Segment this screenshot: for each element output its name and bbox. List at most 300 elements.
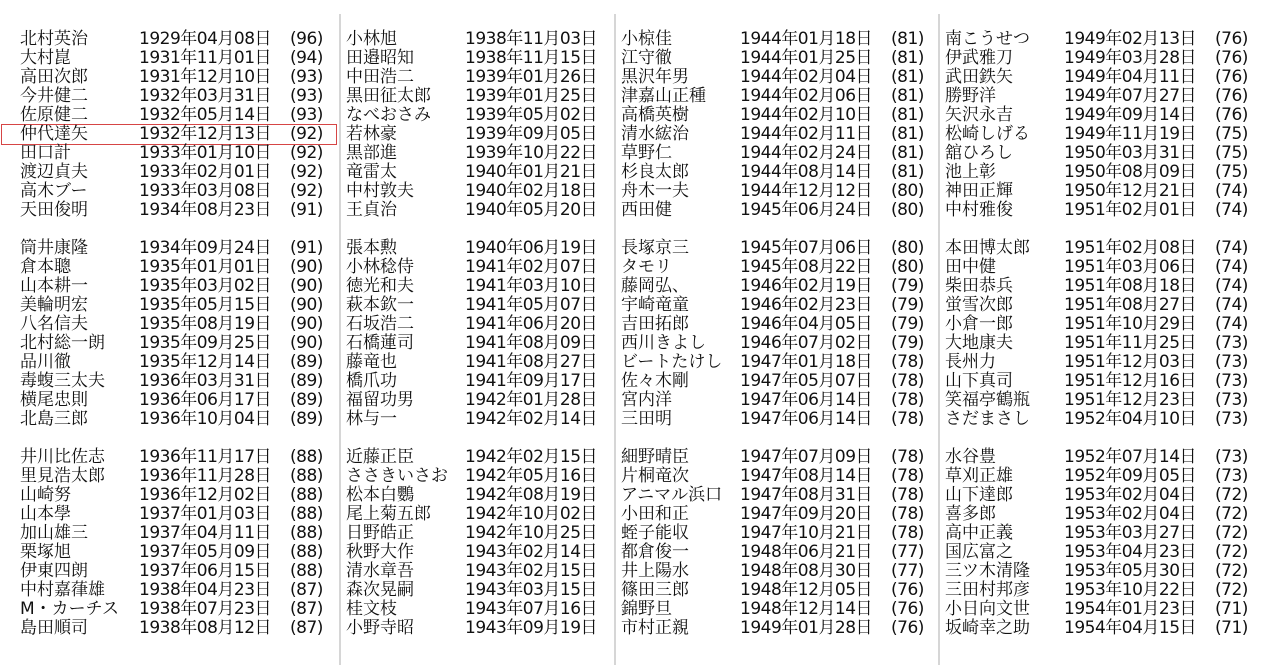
birth-date: 1953年02月04日 bbox=[1064, 504, 1197, 524]
person-name: 島田順司 bbox=[20, 618, 88, 638]
person-name: 小倉一郎 bbox=[945, 314, 1013, 334]
list-column bbox=[621, 30, 941, 657]
birth-date: 1936年12月02日 bbox=[139, 485, 272, 505]
age-value: (72) bbox=[1215, 561, 1248, 581]
age-value: (81) bbox=[891, 105, 924, 125]
list-item bbox=[621, 448, 941, 467]
list-item bbox=[346, 106, 666, 125]
list-item bbox=[20, 315, 340, 334]
list-item bbox=[945, 296, 1265, 315]
list-item bbox=[945, 125, 1265, 144]
person-name: 西川きよし bbox=[621, 333, 706, 353]
list-item bbox=[20, 334, 340, 353]
birth-date: 1941年02月07日 bbox=[465, 257, 598, 277]
birth-date: 1942年02月15日 bbox=[465, 447, 598, 467]
person-name: 黒部進 bbox=[346, 143, 397, 163]
list-item bbox=[346, 87, 666, 106]
person-name: 小野寺昭 bbox=[346, 618, 414, 638]
person-name: 篠田三郎 bbox=[621, 580, 689, 600]
age-value: (75) bbox=[1215, 143, 1248, 163]
list-item bbox=[20, 410, 340, 429]
person-name: 山下達郎 bbox=[945, 485, 1013, 505]
age-value: (74) bbox=[1215, 257, 1248, 277]
age-value: (73) bbox=[1215, 352, 1248, 372]
person-name: 池上彰 bbox=[945, 162, 996, 182]
birth-date: 1947年01月18日 bbox=[740, 352, 873, 372]
birth-date: 1932年05月14日 bbox=[139, 105, 272, 125]
birth-date: 1943年02月14日 bbox=[465, 542, 598, 562]
list-item bbox=[945, 258, 1265, 277]
list-item bbox=[945, 467, 1265, 486]
list-group bbox=[621, 448, 941, 638]
age-value: (71) bbox=[1215, 618, 1248, 638]
person-name: 仲代達矢 bbox=[20, 124, 88, 144]
age-value: (80) bbox=[891, 257, 924, 277]
person-name: 王貞治 bbox=[346, 200, 397, 220]
birth-date: 1952年07月14日 bbox=[1064, 447, 1197, 467]
person-name: 宮内洋 bbox=[621, 390, 672, 410]
list-item bbox=[346, 296, 666, 315]
list-group bbox=[20, 448, 340, 638]
age-value: (80) bbox=[891, 200, 924, 220]
age-value: (76) bbox=[1215, 86, 1248, 106]
list-item bbox=[621, 505, 941, 524]
person-name: 石橋蓮司 bbox=[346, 333, 414, 353]
person-name: 黒田征太郎 bbox=[346, 86, 431, 106]
birth-date: 1933年03月08日 bbox=[139, 181, 272, 201]
age-value: (81) bbox=[891, 67, 924, 87]
list-item bbox=[945, 562, 1265, 581]
list-item bbox=[621, 315, 941, 334]
list-item bbox=[346, 353, 666, 372]
age-value: (79) bbox=[891, 295, 924, 315]
birth-date: 1932年03月31日 bbox=[139, 86, 272, 106]
list-item bbox=[621, 410, 941, 429]
birth-date: 1952年09月05日 bbox=[1064, 466, 1197, 486]
person-name: 水谷豊 bbox=[945, 447, 996, 467]
birth-date: 1949年11月19日 bbox=[1064, 124, 1197, 144]
list-group bbox=[346, 448, 666, 638]
person-name: 柴田恭兵 bbox=[945, 276, 1013, 296]
age-value: (74) bbox=[1215, 200, 1248, 220]
birth-date: 1936年10月04日 bbox=[139, 409, 272, 429]
age-value: (74) bbox=[1215, 181, 1248, 201]
list-item bbox=[346, 239, 666, 258]
birth-date: 1951年03月06日 bbox=[1064, 257, 1197, 277]
person-name: 小林旭 bbox=[346, 29, 397, 49]
person-name: 北島三郎 bbox=[20, 409, 88, 429]
person-name: 松崎しげる bbox=[945, 124, 1030, 144]
age-value: (89) bbox=[290, 409, 323, 429]
birth-date: 1951年02月01日 bbox=[1064, 200, 1197, 220]
person-name: 田口計 bbox=[20, 143, 71, 163]
list-item bbox=[621, 391, 941, 410]
birth-date: 1938年11月15日 bbox=[465, 48, 598, 68]
person-name: 里見浩太郎 bbox=[20, 466, 105, 486]
age-value: (80) bbox=[891, 181, 924, 201]
person-name: 清水章吾 bbox=[346, 561, 414, 581]
list-item bbox=[346, 30, 666, 49]
birth-date: 1929年04月08日 bbox=[139, 29, 272, 49]
birth-date: 1948年08月30日 bbox=[740, 561, 873, 581]
list-item bbox=[20, 144, 340, 163]
list-item bbox=[20, 486, 340, 505]
age-value: (78) bbox=[891, 371, 924, 391]
list-item bbox=[20, 391, 340, 410]
birth-date: 1942年08月19日 bbox=[465, 485, 598, 505]
person-name: 小日向文世 bbox=[945, 599, 1030, 619]
person-name: 小林稔侍 bbox=[346, 257, 414, 277]
list-item bbox=[346, 505, 666, 524]
birth-date: 1931年11月01日 bbox=[139, 48, 272, 68]
person-name: 山本耕一 bbox=[20, 276, 88, 296]
person-name: 近藤正臣 bbox=[346, 447, 414, 467]
age-value: (88) bbox=[290, 466, 323, 486]
list-group bbox=[20, 239, 340, 429]
list-item bbox=[621, 87, 941, 106]
age-value: (76) bbox=[1215, 105, 1248, 125]
person-name: 伊東四朗 bbox=[20, 561, 88, 581]
list-item bbox=[346, 486, 666, 505]
list-item bbox=[20, 258, 340, 277]
list-item bbox=[20, 353, 340, 372]
list-item bbox=[20, 277, 340, 296]
birth-date: 1939年01月26日 bbox=[465, 67, 598, 87]
person-name: 西田健 bbox=[621, 200, 672, 220]
birth-date: 1936年11月17日 bbox=[139, 447, 272, 467]
list-item bbox=[346, 182, 666, 201]
birth-date: 1942年01月28日 bbox=[465, 390, 598, 410]
list-column bbox=[945, 30, 1265, 657]
list-item bbox=[346, 163, 666, 182]
list-group bbox=[945, 239, 1265, 429]
list-item bbox=[621, 524, 941, 543]
age-value: (90) bbox=[290, 276, 323, 296]
age-value: (72) bbox=[1215, 504, 1248, 524]
birth-date: 1950年12月21日 bbox=[1064, 181, 1197, 201]
list-item bbox=[621, 600, 941, 619]
list-item bbox=[621, 562, 941, 581]
birth-date: 1951年08月27日 bbox=[1064, 295, 1197, 315]
birth-date: 1938年08月12日 bbox=[139, 618, 272, 638]
birth-date: 1944年02月10日 bbox=[740, 105, 873, 125]
birth-date: 1944年02月06日 bbox=[740, 86, 873, 106]
birth-date: 1941年06月20日 bbox=[465, 314, 598, 334]
person-name: 細野晴臣 bbox=[621, 447, 689, 467]
list-item bbox=[945, 505, 1265, 524]
person-name: 笑福亭鶴瓶 bbox=[945, 390, 1030, 410]
list-item bbox=[346, 144, 666, 163]
age-value: (96) bbox=[290, 29, 323, 49]
person-name: 北村英治 bbox=[20, 29, 88, 49]
list-item bbox=[20, 49, 340, 68]
person-name: 天田俊明 bbox=[20, 200, 88, 220]
age-value: (90) bbox=[290, 314, 323, 334]
birth-date: 1948年06月21日 bbox=[740, 542, 873, 562]
list-item bbox=[346, 524, 666, 543]
birth-date: 1942年05月16日 bbox=[465, 466, 598, 486]
age-value: (74) bbox=[1215, 238, 1248, 258]
list-item bbox=[20, 372, 340, 391]
list-item bbox=[945, 30, 1265, 49]
birth-date: 1947年06月14日 bbox=[740, 390, 873, 410]
birth-date: 1953年10月22日 bbox=[1064, 580, 1197, 600]
age-value: (73) bbox=[1215, 466, 1248, 486]
birth-date: 1938年07月23日 bbox=[139, 599, 272, 619]
age-value: (76) bbox=[891, 599, 924, 619]
list-item bbox=[20, 201, 340, 220]
age-value: (81) bbox=[891, 124, 924, 144]
list-group bbox=[20, 30, 340, 220]
list-item bbox=[621, 182, 941, 201]
person-name: 草刈正雄 bbox=[945, 466, 1013, 486]
person-name: 尾上菊五郎 bbox=[346, 504, 431, 524]
person-name: 美輪明宏 bbox=[20, 295, 88, 315]
birth-date: 1939年01月25日 bbox=[465, 86, 598, 106]
birth-date: 1941年03月10日 bbox=[465, 276, 598, 296]
list-item bbox=[621, 334, 941, 353]
age-value: (81) bbox=[891, 162, 924, 182]
person-name: 南こうせつ bbox=[945, 29, 1030, 49]
age-value: (89) bbox=[290, 390, 323, 410]
age-value: (75) bbox=[1215, 124, 1248, 144]
birth-date: 1951年11月25日 bbox=[1064, 333, 1197, 353]
list-item bbox=[621, 258, 941, 277]
age-value: (72) bbox=[1215, 542, 1248, 562]
birth-date: 1953年03月27日 bbox=[1064, 523, 1197, 543]
list-item bbox=[945, 410, 1265, 429]
age-value: (78) bbox=[891, 352, 924, 372]
list-item bbox=[20, 562, 340, 581]
list-item bbox=[346, 410, 666, 429]
age-value: (90) bbox=[290, 333, 323, 353]
list-item bbox=[945, 68, 1265, 87]
person-name: 三ツ木清隆 bbox=[945, 561, 1030, 581]
birth-date: 1947年07月09日 bbox=[740, 447, 873, 467]
person-name: 井川比佐志 bbox=[20, 447, 105, 467]
list-item bbox=[346, 581, 666, 600]
birth-date: 1950年03月31日 bbox=[1064, 143, 1197, 163]
person-name: タモリ bbox=[621, 257, 672, 277]
birth-date: 1943年07月16日 bbox=[465, 599, 598, 619]
age-value: (73) bbox=[1215, 333, 1248, 353]
birth-date: 1935年01月01日 bbox=[139, 257, 272, 277]
birth-date: 1944年08月14日 bbox=[740, 162, 873, 182]
age-value: (74) bbox=[1215, 314, 1248, 334]
person-name: 田邉昭知 bbox=[346, 48, 414, 68]
birth-date: 1946年07月02日 bbox=[740, 333, 873, 353]
person-name: 蛍雪次郎 bbox=[945, 295, 1013, 315]
birth-date: 1949年09月14日 bbox=[1064, 105, 1197, 125]
birth-date: 1949年01月28日 bbox=[740, 618, 873, 638]
person-name: 伊武雅刀 bbox=[945, 48, 1013, 68]
birth-date: 1949年07月27日 bbox=[1064, 86, 1197, 106]
birth-date: 1943年03月15日 bbox=[465, 580, 598, 600]
birth-date: 1951年12月16日 bbox=[1064, 371, 1197, 391]
list-item bbox=[20, 87, 340, 106]
birth-date: 1936年03月31日 bbox=[139, 371, 272, 391]
person-name: 佐原健二 bbox=[20, 105, 88, 125]
person-name: 中村敦夫 bbox=[346, 181, 414, 201]
list-item bbox=[945, 486, 1265, 505]
birth-date: 1940年06月19日 bbox=[465, 238, 598, 258]
list-item bbox=[621, 106, 941, 125]
list-item bbox=[346, 619, 666, 638]
list-item bbox=[20, 239, 340, 258]
birth-date: 1947年08月31日 bbox=[740, 485, 873, 505]
person-name: 中村嘉葎雄 bbox=[20, 580, 105, 600]
age-value: (72) bbox=[1215, 580, 1248, 600]
list-item bbox=[945, 543, 1265, 562]
person-name: 松本白鸚 bbox=[346, 485, 414, 505]
person-name: 佐々木剛 bbox=[621, 371, 689, 391]
age-value: (71) bbox=[1215, 599, 1248, 619]
list-item bbox=[945, 277, 1265, 296]
list-item bbox=[346, 68, 666, 87]
person-name: 栗塚旭 bbox=[20, 542, 71, 562]
age-value: (81) bbox=[891, 143, 924, 163]
person-name: なべおさみ bbox=[346, 105, 431, 125]
person-name: 藤竜也 bbox=[346, 352, 397, 372]
birth-date: 1935年12月14日 bbox=[139, 352, 272, 372]
list-group bbox=[621, 239, 941, 429]
list-item bbox=[20, 467, 340, 486]
birth-date: 1937年06月15日 bbox=[139, 561, 272, 581]
list-group bbox=[945, 448, 1265, 638]
person-name: 舘ひろし bbox=[945, 143, 1013, 163]
birth-date: 1934年08月23日 bbox=[139, 200, 272, 220]
person-name: 三田明 bbox=[621, 409, 672, 429]
list-item bbox=[621, 486, 941, 505]
birth-date: 1944年02月04日 bbox=[740, 67, 873, 87]
birth-date: 1942年02月14日 bbox=[465, 409, 598, 429]
age-value: (79) bbox=[891, 333, 924, 353]
birth-date: 1951年12月23日 bbox=[1064, 390, 1197, 410]
list-group bbox=[346, 239, 666, 429]
person-name: M・カーチス bbox=[20, 599, 119, 619]
age-value: (78) bbox=[891, 390, 924, 410]
birth-date: 1933年02月01日 bbox=[139, 162, 272, 182]
person-name: 横尾忠則 bbox=[20, 390, 88, 410]
birth-date: 1945年07月06日 bbox=[740, 238, 873, 258]
age-value: (80) bbox=[891, 238, 924, 258]
list-item bbox=[945, 182, 1265, 201]
person-name: 中村雅俊 bbox=[945, 200, 1013, 220]
birth-date: 1944年12月12日 bbox=[740, 181, 873, 201]
birth-date: 1951年10月29日 bbox=[1064, 314, 1197, 334]
age-value: (76) bbox=[891, 618, 924, 638]
list-item bbox=[621, 619, 941, 638]
list-item bbox=[346, 49, 666, 68]
person-name: 黒沢年男 bbox=[621, 67, 689, 87]
birth-date: 1945年08月22日 bbox=[740, 257, 873, 277]
list-item bbox=[621, 353, 941, 372]
age-value: (78) bbox=[891, 409, 924, 429]
person-name: 高中正義 bbox=[945, 523, 1013, 543]
person-name: 本田博太郎 bbox=[945, 238, 1030, 258]
person-name: 高木ブー bbox=[20, 181, 88, 201]
person-name: 井上陽水 bbox=[621, 561, 689, 581]
person-name: 徳光和夫 bbox=[346, 276, 414, 296]
age-value: (87) bbox=[290, 618, 323, 638]
person-name: 舟木一夫 bbox=[621, 181, 689, 201]
age-value: (74) bbox=[1215, 295, 1248, 315]
person-name: 津嘉山正種 bbox=[621, 86, 706, 106]
age-value: (92) bbox=[290, 162, 323, 182]
birth-date: 1948年12月14日 bbox=[740, 599, 873, 619]
person-name: 高田次郎 bbox=[20, 67, 88, 87]
person-name: 桂文枝 bbox=[346, 599, 397, 619]
person-name: 北村総一朗 bbox=[20, 333, 105, 353]
person-name: 山下真司 bbox=[945, 371, 1013, 391]
age-value: (73) bbox=[1215, 409, 1248, 429]
person-name: 張本勲 bbox=[346, 238, 397, 258]
birth-date: 1935年08月19日 bbox=[139, 314, 272, 334]
list-item bbox=[945, 144, 1265, 163]
person-name: 錦野旦 bbox=[621, 599, 672, 619]
list-item bbox=[621, 372, 941, 391]
age-value: (88) bbox=[290, 542, 323, 562]
list-item bbox=[945, 239, 1265, 258]
list-item bbox=[20, 448, 340, 467]
list-item bbox=[346, 391, 666, 410]
list-item bbox=[945, 524, 1265, 543]
age-value: (93) bbox=[290, 86, 323, 106]
list-item bbox=[945, 163, 1265, 182]
birth-date: 1949年02月13日 bbox=[1064, 29, 1197, 49]
person-name: 秋野大作 bbox=[346, 542, 414, 562]
list-item bbox=[20, 163, 340, 182]
birth-date: 1951年02月08日 bbox=[1064, 238, 1197, 258]
birth-date: 1953年05月30日 bbox=[1064, 561, 1197, 581]
list-item bbox=[20, 524, 340, 543]
list-item bbox=[20, 543, 340, 562]
list-item bbox=[20, 619, 340, 638]
age-value: (74) bbox=[1215, 276, 1248, 296]
birth-date: 1941年08月27日 bbox=[465, 352, 598, 372]
person-name: 武田鉄矢 bbox=[945, 67, 1013, 87]
birth-date: 1932年12月13日 bbox=[139, 124, 272, 144]
birth-date: 1939年10月22日 bbox=[465, 143, 598, 163]
age-value: (79) bbox=[891, 314, 924, 334]
age-value: (93) bbox=[290, 67, 323, 87]
age-value: (81) bbox=[891, 29, 924, 49]
age-value: (78) bbox=[891, 485, 924, 505]
list-item bbox=[346, 125, 666, 144]
age-value: (73) bbox=[1215, 371, 1248, 391]
birth-date: 1939年05月02日 bbox=[465, 105, 598, 125]
list-item bbox=[346, 467, 666, 486]
birth-date: 1954年04月15日 bbox=[1064, 618, 1197, 638]
birth-date: 1944年02月24日 bbox=[740, 143, 873, 163]
list-item bbox=[945, 619, 1265, 638]
birth-date: 1951年08月18日 bbox=[1064, 276, 1197, 296]
birth-date: 1954年01月23日 bbox=[1064, 599, 1197, 619]
person-name: 渡辺貞夫 bbox=[20, 162, 88, 182]
list-item bbox=[945, 106, 1265, 125]
birth-date: 1947年09月20日 bbox=[740, 504, 873, 524]
person-name: 勝野洋 bbox=[945, 86, 996, 106]
person-name: 国広富之 bbox=[945, 542, 1013, 562]
person-name: 森次晃嗣 bbox=[346, 580, 414, 600]
person-name: 片桐竜次 bbox=[621, 466, 689, 486]
age-value: (91) bbox=[290, 238, 323, 258]
person-name: 山本學 bbox=[20, 504, 71, 524]
age-value: (77) bbox=[891, 561, 924, 581]
birth-date: 1935年09月25日 bbox=[139, 333, 272, 353]
birth-date: 1936年06月17日 bbox=[139, 390, 272, 410]
birth-date: 1943年02月15日 bbox=[465, 561, 598, 581]
